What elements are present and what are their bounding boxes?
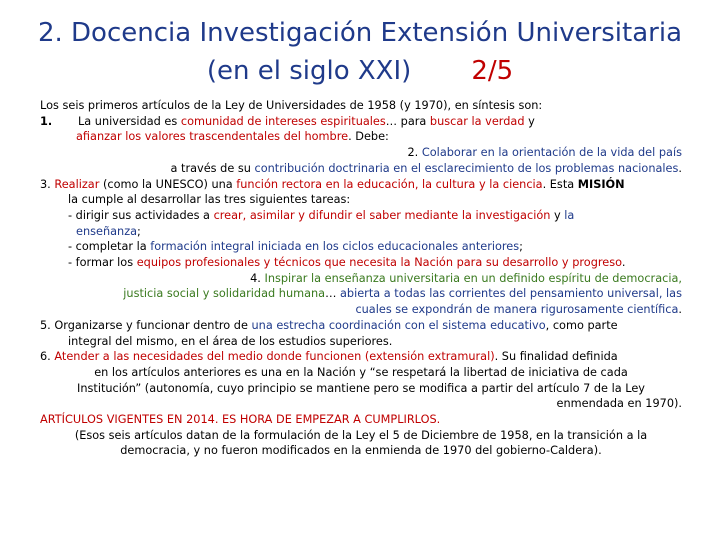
highlight-blue: enseñanza (76, 224, 138, 238)
article-6-line-2: en los artículos anteriores es una en la Nación y “se respetará la libertad de iniciativa de cada (94, 365, 628, 379)
text-run: y (524, 114, 535, 128)
article-6-line-4: enmendada en 1970). (556, 397, 682, 411)
text-run: , como parte (545, 318, 618, 332)
article-1-line-1 (40, 114, 682, 130)
title-subtitle: (en el siglo XXI) (206, 56, 412, 86)
highlight-green: justicia social y solidaridad humana (123, 287, 326, 301)
highlight-blue: contribución doctrinaria en el esclarecimiento de los problemas nacionales (254, 161, 679, 175)
highlight-red: función rectora en la educación, la cultura y la ciencia (236, 177, 543, 191)
article-3-task-3 (40, 255, 682, 271)
text-run: . (678, 303, 682, 317)
page-number: 2/5 (471, 56, 514, 86)
highlight-green: Inspirar la enseñanza universitaria en un definido espíritu de democracia, (264, 271, 682, 285)
article-1-line-2 (40, 129, 682, 145)
intro-text: Los seis primeros artículos de la Ley de Universidades de 1958 (y 1970), en síntesis son: (40, 99, 543, 112)
article-6-line-3: Institución” (autonomía, cuyo principio se mantiene pero se modifica a partir del artículo 7 de la Ley (77, 381, 645, 395)
article-5-line-2: integral del mismo, en el área de los estudios superiores. (68, 334, 393, 348)
text-run: - formar los (68, 256, 137, 270)
text-run: (como la UNESCO) una (99, 177, 237, 191)
highlight-blue: Colaborar en la orientación de la vida del país (421, 146, 682, 160)
text-run: . (678, 161, 682, 175)
highlight-blue: cuales se expondrán de manera rigurosamente científica (355, 303, 679, 317)
slide-title (0, 14, 720, 90)
text-run: 2. (407, 146, 422, 160)
highlight-blue: una estrecha coordinación con el sistema educativo (251, 318, 546, 332)
article-3-line-2: la cumple al desarrollar las tres siguientes tareas: (68, 193, 351, 207)
text-run: . Su finalidad definida (494, 350, 618, 364)
article-5-line-1 (40, 318, 682, 334)
article-1-number: 1. (40, 114, 53, 128)
text-run: … (325, 287, 340, 301)
text-run: . (621, 256, 626, 270)
article-2-line-2 (40, 161, 682, 177)
text-run: 5. Organizarse y funcionar dentro de (40, 318, 252, 332)
highlight-red: buscar la verdad (429, 114, 525, 128)
text-run: … para (385, 114, 430, 128)
title-line-1: 2. Docencia Investigación Extensión Universitaria (37, 18, 683, 48)
text-run: y (550, 208, 565, 222)
text-run: La universidad es (78, 114, 181, 128)
article-3-task-1 (40, 208, 682, 224)
text-run: 3. (40, 177, 55, 191)
text-run: - dirigir sus actividades a (68, 208, 214, 222)
footnote-line-2: democracia, y no fueron modificados en la enmienda de 1970 del gobierno-Caldera). (120, 444, 602, 458)
text-run: a través de su (170, 161, 255, 175)
highlight-red: crear, asimilar y difundir el saber mediante la investigación (213, 208, 551, 222)
highlight-blue: formación integral iniciada en los ciclos educacionales anteriores (150, 240, 520, 254)
text-run: . Debe: (348, 130, 389, 144)
text-run: 4. (250, 271, 265, 285)
text-run: ; (137, 224, 141, 238)
title-line-2 (0, 52, 720, 90)
highlight-blue: la (564, 208, 575, 222)
highlight-red: Realizar (54, 177, 100, 191)
footnote-line-1: (Esos seis artículos datan de la formulación de la Ley el 5 de Diciembre de 1958, en la transición a la (74, 428, 648, 442)
article-6-line-1 (40, 349, 682, 365)
text-run: - completar la (68, 240, 151, 254)
text-run: ; (519, 240, 523, 254)
article-4-line-2 (40, 286, 682, 302)
highlight-blue: abierta a todas las corrientes del pensamiento universal, las (340, 287, 682, 301)
article-2-line-1 (40, 145, 682, 161)
highlight-red: comunidad de intereses espirituales (180, 114, 386, 128)
article-4-line-1 (40, 271, 682, 287)
highlight-red: afianzar los valores trascendentales del hombre (76, 130, 349, 144)
mission-label: MISIÓN (577, 177, 625, 191)
article-3-task-2 (40, 239, 682, 255)
slide-body (40, 98, 682, 459)
article-3-line-1 (40, 177, 682, 193)
article-3-task-1-cont (40, 224, 682, 240)
highlight-red: equipos profesionales y técnicos que necesita la Nación para su desarrollo y progreso (136, 256, 622, 270)
text-run: 6. (40, 350, 55, 364)
highlight-red: Atender a las necesidades del medio donde funcionen (extensión extramural) (54, 350, 495, 364)
article-4-line-3 (40, 302, 682, 318)
text-run: . Esta (542, 177, 578, 191)
closing-statement: ARTÍCULOS VIGENTES EN 2014. ES HORA DE EMPEZAR A CUMPLIRLOS. (40, 413, 441, 427)
